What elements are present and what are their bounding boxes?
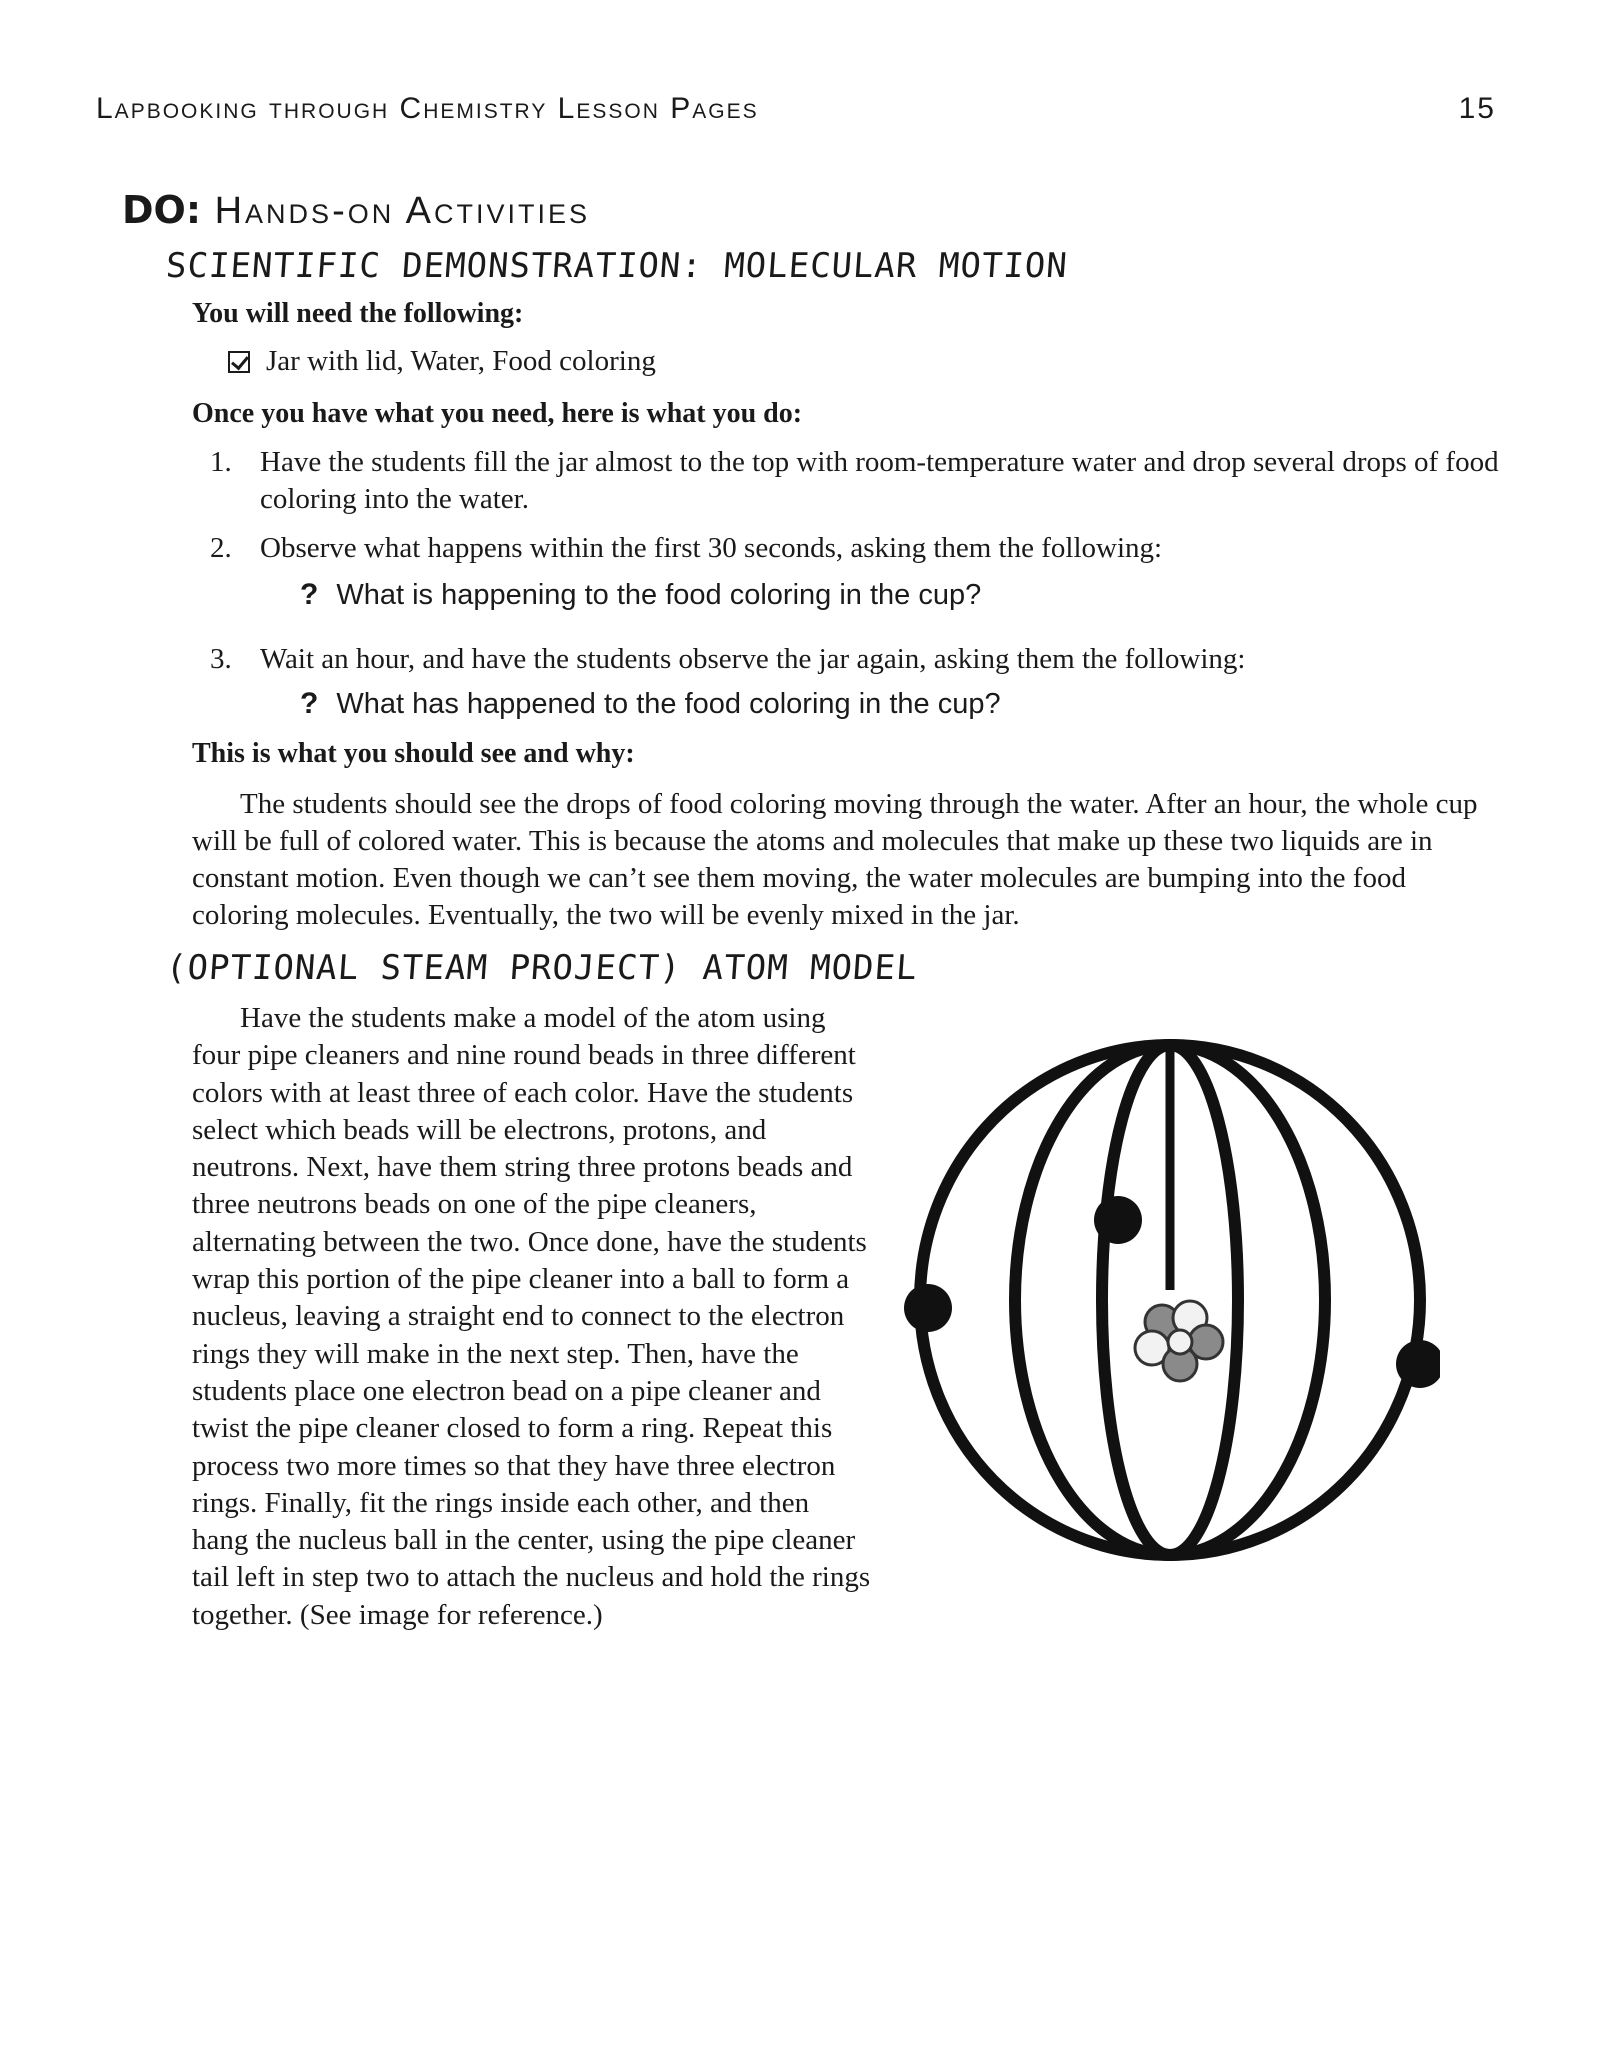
step-3: [210, 641, 1500, 678]
step-text: Have the students fill the jar almost to the top with room-temperature water and drop several drops of food coloring into the water.: [260, 446, 1499, 515]
step-2: [210, 530, 1500, 567]
section-title-text: Hands-on Activities: [214, 190, 591, 232]
atom-model-illustration: [900, 1030, 1440, 1580]
question-mark-icon: ?: [300, 687, 319, 720]
explanation-paragraph: The students should see the drops of food coloring moving through the water. After an hour, the whole cup will be full of colored water. This is because the atoms and molecules that make up these two liquids are in constant motion. Even though we can’t see them moving, the water molecules are bumping into the food coloring molecules. Eventually, the two will be evenly mixed in the jar.: [192, 788, 1478, 931]
steam-heading: (OPTIONAL STEAM PROJECT) ATOM MODEL: [164, 948, 919, 988]
do-label: DO:: [122, 188, 202, 232]
electron-bead: [904, 1284, 952, 1332]
electron-bead: [1094, 1196, 1142, 1244]
nucleus-ball: [1135, 1301, 1223, 1381]
step-1: [210, 444, 1500, 518]
question-2: [300, 687, 1001, 721]
once-label: Once you have what you need, here is what you do:: [192, 398, 803, 429]
step-number: 1.: [210, 446, 232, 478]
step-text: Wait an hour, and have the students observe the jar again, asking them the following:: [260, 643, 1246, 675]
section-title: [122, 188, 590, 233]
page-number: 15: [1458, 92, 1496, 125]
question-mark-icon: ?: [300, 578, 319, 611]
running-header: Lapbooking through Chemistry Lesson Pages: [96, 92, 759, 125]
see-label: This is what you should see and why:: [192, 738, 635, 769]
atom-instructions: Have the students make a model of the atom using four pipe cleaners and nine round beads in three different colors with at least three of each color. Have the students select which beads will be electrons, protons, and neutrons. Next, have them string three protons beads and three neutrons beads on one of the pipe cleaners, alternating between the two. Once done, have the students wrap this portion of the pipe cleaner into a ball to form a nucleus, leaving a straight end to connect to the electron rings they will make in the next step. Then, have the students place one electron bead on a pipe cleaner and twist the pipe cleaner closed to form a ring. Repeat this process two more times so that they have three electron rings. Finally, fit the rings inside each other, and then hang the nucleus ball in the center, using the pipe cleaner tail left in step two to attach the nucleus and hold the rings together. (See image for reference.): [192, 1002, 871, 1631]
step-number: 2.: [210, 532, 232, 564]
need-label: You will need the following:: [192, 298, 524, 329]
materials-text: Jar with lid, Water, Food coloring: [266, 345, 656, 377]
question-1: [300, 578, 981, 612]
checked-box-icon: [228, 351, 250, 373]
step-text: Observe what happens within the first 30 seconds, asking them the following:: [260, 532, 1163, 564]
question-text: What is happening to the food coloring in the cup?: [336, 578, 982, 611]
materials-item: [228, 345, 656, 378]
demo-heading: SCIENTIFIC DEMONSTRATION: MOLECULAR MOTION: [164, 246, 1070, 286]
question-text: What has happened to the food coloring in the cup?: [336, 687, 1001, 720]
step-number: 3.: [210, 643, 232, 675]
